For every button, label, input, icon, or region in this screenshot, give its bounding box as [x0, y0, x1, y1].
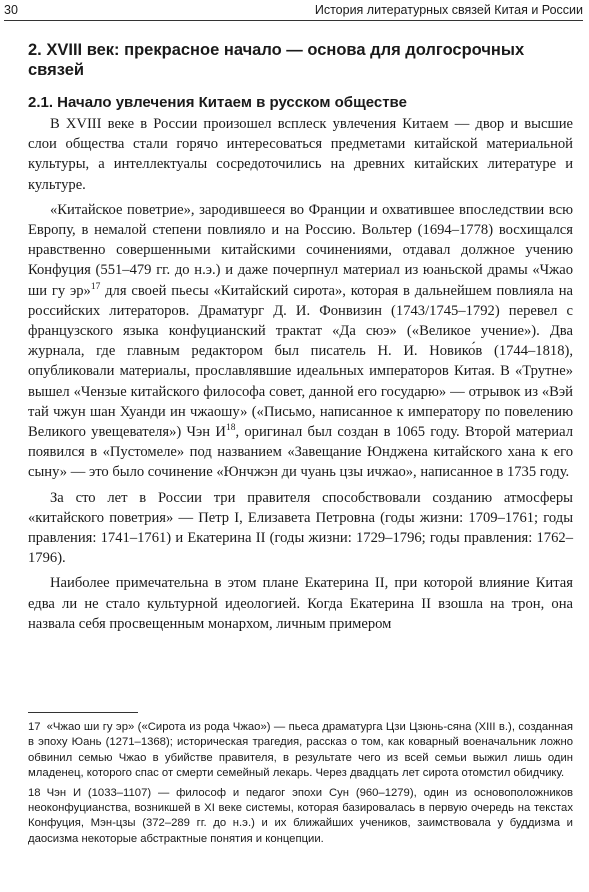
- footnote-rule: [28, 712, 138, 713]
- footnote-text: «Чжао ши гу эр» («Сирота из рода Чжао») — пьеса драматурга Цзи Цзюнь-сяна (XIII в.), созданная в эпоху Юань (1271–1368); историческая трагедия, рассказ о том, как коварный военачальник ложно обвинил семью Чжао в убийстве правителя, в результате чего из всей семьи выжил лишь один младенец, которого спас от смерти семейный лекарь. Через двадцать лет сирота отомстил обидчику.: [28, 721, 573, 780]
- footnote-18: [28, 786, 573, 848]
- paragraph-3: За сто лет в России три правителя способствовали созданию атмосферы «китайского поветрия» — Петр I, Елизавета Петровна (годы жизни: 1709–1761; годы правления: 1741–1761) и Екатерина II (годы жизни: 1729–1796; годы правления: 1762–1796).: [28, 489, 573, 567]
- section-title: 2. XVIII век: прекрасное начало — основа для долгосрочных связей: [28, 41, 525, 79]
- header-rule: [4, 20, 583, 21]
- page-number: 30: [4, 3, 18, 17]
- paragraph-4: Наиболее примечательна в этом плане Екатерина II, при которой влияние Китая едва ли не стало культурной идеологией. Когда Екатерина II взошла на трон, она назвала себя просвещенным монархом, личным примером: [28, 575, 573, 632]
- paragraph-1: В XVIII веке в России произошел всплеск увлечения Китаем — двор и высшие слои общества стали горячо интересоваться предметами китайской материальной культуры, а интеллектуалы сосредоточились на древних китайских литературе и культуре.: [28, 116, 573, 193]
- running-title: История литературных связей Китая и России: [314, 3, 583, 17]
- paragraph-2-part-a: «Китайское поветрие», зародившееся во Франции и охватившее впоследствии всю Европу, в немалой степени повлияло и на Россию. Вольтер (1694–1778) восхищался нравственно совершенными китайскими сочинениями, отдавал должное учению Конфуция (551–479 гг. до н.э.) и даже почерпнул материал из юаньской драмы «Чжао ши гу эр»: [28, 201, 573, 299]
- footnote-17: [28, 720, 573, 782]
- footnote-ref-17: 17: [90, 281, 101, 292]
- paragraph-2-part-b: для своей пьесы «Китайский сирота», которая в дальнейшем повлияла на российских литераторов. Драматург Д. И. Фонвизин (1743/1745–1792) перевел с французского языка конфуцианский трактат «Да сюэ» («Великое учение»). Два журнала, где главным редактором был писатель Н. И. Новико́в (1744–1818), опубликовали материалы, прославлявшие идеальных императоров Китая. В «Трутне» вышел «Чензые китайского философа совет, данной его государю» — отрывок из «Вэй тай чжун шан Хуанди ин чжаошу» («Письмо, написанное к императору по повелению Великого увещевателя») Чэн И: [28, 282, 573, 441]
- footnote-ref-18: 18: [225, 423, 236, 434]
- paragraph-2-part-c: , оригинал был создан в 1065 году. Второй материал появился в «Пустомеле» под названием «Завещание Юнджена китайского хана к его сыну» — это было сочинение «Юнчжэн ди чуань цзы ичжао», написанное в 1735 году.: [28, 424, 573, 481]
- page-header: [4, 0, 583, 22]
- main-text: [28, 40, 573, 639]
- footnote-number: 18: [28, 786, 41, 799]
- paragraph-2: [28, 200, 573, 483]
- footnotes: [28, 720, 573, 851]
- footnote-number: 17: [28, 721, 41, 733]
- footnote-text: Чэн И (1033–1107) — философ и педагог эпохи Сун (960–1279), один из основоположников неоконфуцианства, возникшей в XI веке системы, которая базировалась в первую очередь на текстах Конфуция, Мэн-цзы (372–289 гг. до н.э.) и их ближайших учеников, заимствовала у буддизма и даосизма некоторые абстрактные понятия и концепции.: [28, 786, 573, 845]
- subsection-title: 2.1. Начало увлечения Китаем в русском обществе: [28, 94, 407, 111]
